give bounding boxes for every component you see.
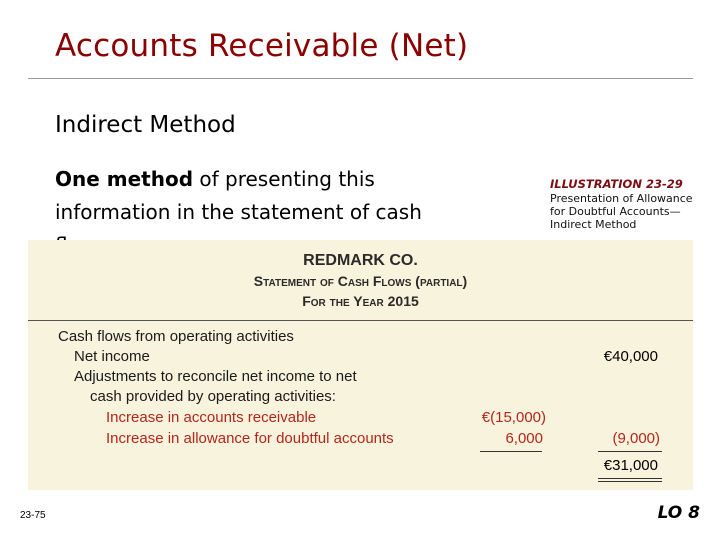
body-bold-text: One method <box>55 167 194 191</box>
net-adjustment-amount: (9,000) <box>612 430 660 447</box>
subheading: Indirect Method <box>55 112 236 138</box>
body-paragraph <box>55 163 475 243</box>
company-name: REDMARK CO. <box>303 252 418 269</box>
total-amount: €31,000 <box>603 457 658 474</box>
cash-flow-statement <box>28 240 693 490</box>
illustration-number: ILLUSTRATION 23-29 <box>550 177 683 191</box>
slide-title: Accounts Receivable (Net) <box>55 28 469 64</box>
adjustments-label-1: Adjustments to reconcile net income to net <box>74 368 357 385</box>
ar-increase-label: Increase in accounts receivable <box>106 409 317 426</box>
adjustment-underline <box>598 451 662 452</box>
total-double-underline-bottom <box>598 481 662 482</box>
page-number: 23-75 <box>20 510 46 521</box>
allowance-increase-label: Increase in allowance for doubtful accounts <box>106 430 394 447</box>
statement-period: For the Year 2015 <box>302 293 419 309</box>
learning-objective: LO 8 <box>657 503 700 523</box>
net-income-amount: €40,000 <box>603 348 658 365</box>
illustration-description: Presentation of Allowance for Doubtful Accounts—Indirect Method <box>550 192 693 231</box>
allowance-increase-amount: 6,000 <box>505 430 543 447</box>
total-double-underline-top <box>598 478 662 479</box>
net-income-label: Net income <box>74 348 150 365</box>
operating-activities-label: Cash flows from operating activities <box>58 328 294 345</box>
ar-increase-amount: €(15,000) <box>481 409 546 426</box>
adjustments-label-2: cash provided by operating activities: <box>90 388 336 405</box>
statement-title: Statement of Cash Flows (partial) <box>253 273 468 289</box>
statement-divider <box>28 320 693 321</box>
subtotal-underline <box>480 451 542 452</box>
body-rest-text: of presenting this information in the statement of cash <box>55 167 422 224</box>
illustration-caption <box>550 178 700 231</box>
title-divider <box>28 78 693 79</box>
